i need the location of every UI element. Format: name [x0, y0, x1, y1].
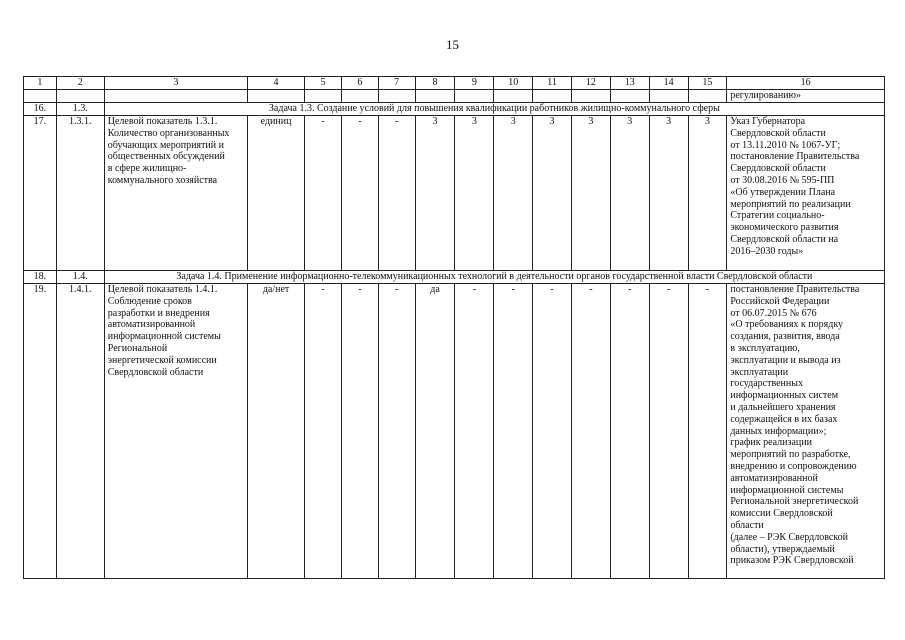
header-cell: 11 — [533, 77, 572, 90]
value-cell: - — [341, 284, 378, 579]
task-row — [24, 103, 885, 116]
source-document: постановление Правительства Российской Федерации от 06.07.2015 № 676 «О требованиях к порядку создания, развития, ввода в эксплуатацию, эксплуатации и вывода из эксплуатации государственных информационных систем и дальнейшего хранения содержащейся в их базах данных информации»; график реализации мероприятий по разработке, внедрению и сопровождению автоматизированной информационной системы Региональной энергетической комиссии Свердловской области (далее – РЭК Свердловской области), утверждаемый приказом РЭК Свердловской — [727, 284, 885, 579]
value-cell: - — [341, 116, 378, 271]
value-cell: 3 — [415, 116, 455, 271]
value-cell: - — [378, 116, 415, 271]
header-cell: 13 — [610, 77, 649, 90]
header-cell: 10 — [494, 77, 533, 90]
header-cell: 14 — [649, 77, 688, 90]
continuation-text: регулированию» — [727, 90, 885, 103]
value-cell: 3 — [571, 116, 610, 271]
indicators-table — [23, 76, 885, 579]
header-cell: 3 — [104, 77, 247, 90]
header-cell: 8 — [415, 77, 455, 90]
value-cell: - — [494, 284, 533, 579]
indicator-name: Целевой показатель 1.4.1. Соблюдение сроков разработки и внедрения автоматизированной информационной системы Региональной энергетической комиссии Свердловской области — [104, 284, 247, 579]
value-cell: - — [378, 284, 415, 579]
value-cell: - — [649, 284, 688, 579]
unit: да/нет — [247, 284, 304, 579]
value-cell: - — [305, 284, 342, 579]
value-cell: - — [455, 284, 494, 579]
value-cell: 3 — [610, 116, 649, 271]
row-code: 1.3.1. — [56, 116, 104, 271]
row-number: 16. — [24, 103, 57, 116]
value-cell: - — [610, 284, 649, 579]
table-row — [24, 116, 885, 271]
source-document: Указ Губернатора Свердловской области от 13.11.2010 № 1067-УГ; постановление Правительства Свердловской области от 30.08.2016 № 595-ПП «Об утверждении Плана мероприятий по реализации Стратегии социально- экономического развития Свердловской области на 2016–2030 годы» — [727, 116, 885, 271]
unit: единиц — [247, 116, 304, 271]
task-title: Задача 1.3. Создание условий для повышения квалификации работников жилищно-коммунального сферы — [104, 103, 884, 116]
header-row — [24, 77, 885, 90]
header-cell: 15 — [688, 77, 727, 90]
row-code: 1.3. — [56, 103, 104, 116]
header-cell: 6 — [341, 77, 378, 90]
value-cell: 3 — [688, 116, 727, 271]
indicator-name: Целевой показатель 1.3.1. Количество организованных обучающих мероприятий и общественных обсуждений в сфере жилищно- коммунального хозяйства — [104, 116, 247, 271]
row-number: 19. — [24, 284, 57, 579]
task-row — [24, 271, 885, 284]
value-cell: - — [533, 284, 572, 579]
value-cell: 3 — [494, 116, 533, 271]
row-code: 1.4. — [56, 271, 104, 284]
task-title: Задача 1.4. Применение информационно-телекоммуникационных технологий в деятельности органов государственной власти Свердловской области — [104, 271, 884, 284]
value-cell: - — [571, 284, 610, 579]
header-cell: 7 — [378, 77, 415, 90]
table-row — [24, 90, 885, 103]
value-cell: - — [305, 116, 342, 271]
value-cell: 3 — [649, 116, 688, 271]
value-cell: 3 — [455, 116, 494, 271]
page-number: 15 — [446, 37, 459, 52]
header-cell: 5 — [305, 77, 342, 90]
value-cell: - — [688, 284, 727, 579]
row-code: 1.4.1. — [56, 284, 104, 579]
value-cell: 3 — [533, 116, 572, 271]
header-cell: 2 — [56, 77, 104, 90]
header-cell: 4 — [247, 77, 304, 90]
value-cell: да — [415, 284, 455, 579]
header-cell: 9 — [455, 77, 494, 90]
row-number: 17. — [24, 116, 57, 271]
header-cell: 1 — [24, 77, 57, 90]
header-cell: 16 — [727, 77, 885, 90]
table-row — [24, 284, 885, 579]
header-cell: 12 — [571, 77, 610, 90]
row-number: 18. — [24, 271, 57, 284]
